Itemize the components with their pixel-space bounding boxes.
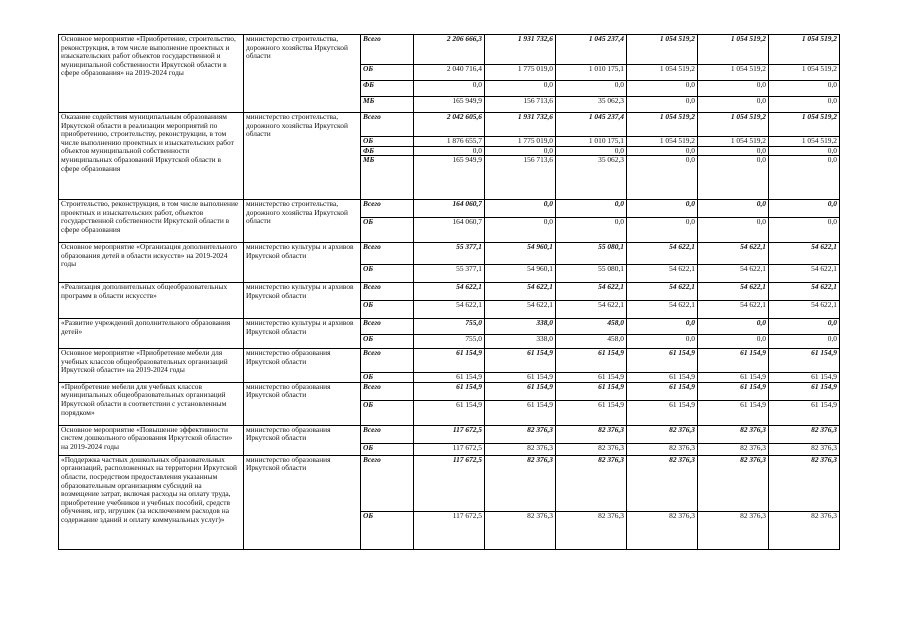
amount-cell: 82 376,3 xyxy=(769,511,840,549)
amount-cell: 458,0 xyxy=(556,335,627,349)
amount-cell: 1 876 655,7 xyxy=(414,137,485,147)
amount-cell: 61 154,9 xyxy=(698,349,769,373)
responsible-executor-cell: министерство культуры и архивов Иркутской области xyxy=(244,283,361,319)
amount-cell: 0,0 xyxy=(414,81,485,97)
amount-cell: 117 672,5 xyxy=(414,443,485,455)
amount-cell: 0,0 xyxy=(769,97,840,113)
amount-cell: 2 042 605,6 xyxy=(414,113,485,137)
funding-source-cell: Всего xyxy=(361,200,414,218)
amount-cell: 54 622,1 xyxy=(556,301,627,319)
amount-cell: 0,0 xyxy=(485,218,556,243)
funding-source-cell: МБ xyxy=(361,156,414,200)
amount-cell: 0,0 xyxy=(698,319,769,335)
amount-cell: 61 154,9 xyxy=(769,382,840,400)
amount-cell: 54 622,1 xyxy=(627,265,698,283)
amount-cell: 0,0 xyxy=(627,335,698,349)
table-row xyxy=(59,349,840,373)
amount-cell: 61 154,9 xyxy=(698,400,769,425)
funding-source-cell: ОБ xyxy=(361,301,414,319)
amount-cell: 1 931 732,6 xyxy=(485,113,556,137)
amount-cell: 61 154,9 xyxy=(556,373,627,383)
table-row xyxy=(59,113,840,137)
amount-cell: 0,0 xyxy=(627,218,698,243)
activity-name-cell: Основное мероприятие «Организация дополнительного образования детей в области искусств» на 2019-2024 годы xyxy=(59,243,244,283)
amount-cell: 61 154,9 xyxy=(556,349,627,373)
amount-cell: 82 376,3 xyxy=(556,425,627,443)
funding-source-cell: ОБ xyxy=(361,265,414,283)
activity-name-cell: «Реализация дополнительных общеобразовательных программ в области искусств» xyxy=(59,283,244,319)
amount-cell: 61 154,9 xyxy=(485,382,556,400)
activity-name-cell: Основное мероприятие «Повышение эффективности систем дошкольного образования Иркутской области» на 2019-2024 годы xyxy=(59,425,244,455)
funding-source-cell: ОБ xyxy=(361,137,414,147)
funding-source-cell: ОБ xyxy=(361,335,414,349)
amount-cell: 61 154,9 xyxy=(485,373,556,383)
responsible-executor-cell: министерство культуры и архивов Иркутской области xyxy=(244,243,361,283)
funding-source-cell: ОБ xyxy=(361,218,414,243)
amount-cell: 0,0 xyxy=(769,319,840,335)
amount-cell: 1 054 519,2 xyxy=(698,113,769,137)
funding-source-cell: Всего xyxy=(361,113,414,137)
amount-cell: 61 154,9 xyxy=(414,400,485,425)
activity-name-cell: Основное мероприятие «Приобретение мебели для учебных классов общеобразовательных организаций Иркутской области» на 2019-2024 годы xyxy=(59,349,244,383)
activity-name-cell: Основное мероприятие «Приобретение, строительство, реконструкция, в том числе выполнение проектных и изыскательских работ объектов государственной и муниципальной собственности Иркутской области в сфере образования» на 2019-2024 годы xyxy=(59,35,244,113)
amount-cell: 55 080,1 xyxy=(556,265,627,283)
amount-cell: 0,0 xyxy=(769,335,840,349)
amount-cell: 1 045 237,4 xyxy=(556,113,627,137)
amount-cell: 54 622,1 xyxy=(627,301,698,319)
amount-cell: 61 154,9 xyxy=(698,373,769,383)
amount-cell: 82 376,3 xyxy=(627,511,698,549)
amount-cell: 61 154,9 xyxy=(485,400,556,425)
amount-cell: 755,0 xyxy=(414,319,485,335)
amount-cell: 61 154,9 xyxy=(414,373,485,383)
amount-cell: 61 154,9 xyxy=(556,382,627,400)
amount-cell: 0,0 xyxy=(556,81,627,97)
funding-source-cell: ОБ xyxy=(361,373,414,383)
amount-cell: 0,0 xyxy=(556,200,627,218)
amount-cell: 0,0 xyxy=(627,156,698,200)
amount-cell: 54 622,1 xyxy=(769,283,840,301)
funding-source-cell: Всего xyxy=(361,455,414,511)
amount-cell: 61 154,9 xyxy=(769,349,840,373)
table-row xyxy=(59,425,840,443)
amount-cell: 0,0 xyxy=(698,97,769,113)
amount-cell: 61 154,9 xyxy=(698,382,769,400)
amount-cell: 1 054 519,2 xyxy=(769,113,840,137)
amount-cell: 165 949,9 xyxy=(414,156,485,200)
funding-source-cell: ФБ xyxy=(361,146,414,156)
amount-cell: 338,0 xyxy=(485,335,556,349)
amount-cell: 0,0 xyxy=(698,146,769,156)
amount-cell: 82 376,3 xyxy=(769,455,840,511)
budget-table xyxy=(58,34,840,550)
amount-cell: 117 672,5 xyxy=(414,511,485,549)
amount-cell: 61 154,9 xyxy=(627,349,698,373)
amount-cell: 165 949,9 xyxy=(414,97,485,113)
responsible-executor-cell: министерство образования Иркутской области xyxy=(244,382,361,425)
amount-cell: 82 376,3 xyxy=(556,511,627,549)
table-row xyxy=(59,319,840,335)
amount-cell: 82 376,3 xyxy=(485,511,556,549)
table-row xyxy=(59,200,840,218)
amount-cell: 0,0 xyxy=(698,335,769,349)
responsible-executor-cell: министерство образования Иркутской области xyxy=(244,455,361,549)
funding-source-cell: Всего xyxy=(361,243,414,265)
amount-cell: 54 622,1 xyxy=(414,301,485,319)
amount-cell: 156 713,6 xyxy=(485,97,556,113)
amount-cell: 0,0 xyxy=(769,146,840,156)
amount-cell: 54 622,1 xyxy=(769,243,840,265)
amount-cell: 54 622,1 xyxy=(414,283,485,301)
amount-cell: 0,0 xyxy=(698,200,769,218)
amount-cell: 82 376,3 xyxy=(698,455,769,511)
responsible-executor-cell: министерство образования Иркутской области xyxy=(244,425,361,455)
activity-name-cell: Оказание содействия муниципальным образованиям Иркутской области в реализации мероприятий по приобретению, строительству, реконструкции, в том числе выполнению проектных и изыскательских работ объектов муниципальной собственности муниципальных образований Иркутской области в сфере образования xyxy=(59,113,244,200)
amount-cell: 61 154,9 xyxy=(414,349,485,373)
amount-cell: 61 154,9 xyxy=(556,400,627,425)
amount-cell: 164 060,7 xyxy=(414,200,485,218)
amount-cell: 82 376,3 xyxy=(556,443,627,455)
amount-cell: 117 672,5 xyxy=(414,455,485,511)
amount-cell: 35 062,3 xyxy=(556,156,627,200)
responsible-executor-cell: министерство образования Иркутской области xyxy=(244,349,361,383)
amount-cell: 1 054 519,2 xyxy=(698,137,769,147)
amount-cell: 0,0 xyxy=(414,146,485,156)
funding-source-cell: Всего xyxy=(361,319,414,335)
amount-cell: 0,0 xyxy=(769,156,840,200)
amount-cell: 1 054 519,2 xyxy=(627,35,698,65)
amount-cell: 0,0 xyxy=(485,81,556,97)
table-row xyxy=(59,283,840,301)
amount-cell: 54 622,1 xyxy=(769,265,840,283)
amount-cell: 1 775 019,0 xyxy=(485,137,556,147)
budget-table-body xyxy=(59,35,840,550)
amount-cell: 82 376,3 xyxy=(627,455,698,511)
amount-cell: 1 054 519,2 xyxy=(627,65,698,81)
table-row xyxy=(59,455,840,511)
amount-cell: 1 010 175,1 xyxy=(556,65,627,81)
amount-cell: 55 377,1 xyxy=(414,265,485,283)
amount-cell: 0,0 xyxy=(627,200,698,218)
amount-cell: 82 376,3 xyxy=(698,511,769,549)
responsible-executor-cell: министерство культуры и архивов Иркутской области xyxy=(244,319,361,349)
funding-source-cell: Всего xyxy=(361,349,414,373)
amount-cell: 82 376,3 xyxy=(485,425,556,443)
funding-source-cell: Всего xyxy=(361,382,414,400)
amount-cell: 0,0 xyxy=(485,200,556,218)
amount-cell: 54 622,1 xyxy=(556,283,627,301)
funding-source-cell: ФБ xyxy=(361,81,414,97)
amount-cell: 338,0 xyxy=(485,319,556,335)
table-row xyxy=(59,243,840,265)
funding-source-cell: Всего xyxy=(361,35,414,65)
amount-cell: 1 054 519,2 xyxy=(769,65,840,81)
amount-cell: 2 040 716,4 xyxy=(414,65,485,81)
amount-cell: 1 054 519,2 xyxy=(769,137,840,147)
amount-cell: 0,0 xyxy=(556,218,627,243)
amount-cell: 0,0 xyxy=(627,319,698,335)
table-row xyxy=(59,382,840,400)
amount-cell: 82 376,3 xyxy=(485,455,556,511)
amount-cell: 54 960,1 xyxy=(485,265,556,283)
amount-cell: 61 154,9 xyxy=(485,349,556,373)
amount-cell: 0,0 xyxy=(485,146,556,156)
amount-cell: 54 622,1 xyxy=(698,265,769,283)
amount-cell: 61 154,9 xyxy=(769,400,840,425)
amount-cell: 1 054 519,2 xyxy=(698,35,769,65)
amount-cell: 0,0 xyxy=(769,81,840,97)
amount-cell: 82 376,3 xyxy=(769,425,840,443)
amount-cell: 458,0 xyxy=(556,319,627,335)
amount-cell: 55 080,1 xyxy=(556,243,627,265)
funding-source-cell: ОБ xyxy=(361,65,414,81)
amount-cell: 54 622,1 xyxy=(627,243,698,265)
amount-cell: 1 775 019,0 xyxy=(485,65,556,81)
amount-cell: 1 010 175,1 xyxy=(556,137,627,147)
amount-cell: 82 376,3 xyxy=(698,443,769,455)
amount-cell: 0,0 xyxy=(698,156,769,200)
amount-cell: 55 377,1 xyxy=(414,243,485,265)
responsible-executor-cell: министерство строительства, дорожного хозяйства Иркутской области xyxy=(244,35,361,113)
amount-cell: 61 154,9 xyxy=(627,400,698,425)
amount-cell: 1 054 519,2 xyxy=(769,35,840,65)
amount-cell: 61 154,9 xyxy=(769,373,840,383)
funding-source-cell: ОБ xyxy=(361,400,414,425)
amount-cell: 156 713,6 xyxy=(485,156,556,200)
amount-cell: 1 054 519,2 xyxy=(698,65,769,81)
responsible-executor-cell: министерство строительства, дорожного хозяйства Иркутской области xyxy=(244,200,361,243)
amount-cell: 1 931 732,6 xyxy=(485,35,556,65)
activity-name-cell: «Развитие учреждений дополнительного образования детей» xyxy=(59,319,244,349)
amount-cell: 0,0 xyxy=(769,218,840,243)
amount-cell: 61 154,9 xyxy=(414,382,485,400)
amount-cell: 82 376,3 xyxy=(556,455,627,511)
amount-cell: 0,0 xyxy=(698,81,769,97)
amount-cell: 0,0 xyxy=(627,97,698,113)
amount-cell: 82 376,3 xyxy=(769,443,840,455)
funding-source-cell: Всего xyxy=(361,425,414,443)
amount-cell: 0,0 xyxy=(769,200,840,218)
amount-cell: 1 045 237,4 xyxy=(556,35,627,65)
amount-cell: 54 960,1 xyxy=(485,243,556,265)
amount-cell: 82 376,3 xyxy=(627,425,698,443)
amount-cell: 61 154,9 xyxy=(627,373,698,383)
amount-cell: 2 206 666,3 xyxy=(414,35,485,65)
funding-source-cell: ОБ xyxy=(361,443,414,455)
table-row xyxy=(59,35,840,65)
activity-name-cell: «Приобретение мебели для учебных классов муниципальных общеобразовательных организаций Иркутской области в соответствии с установленным порядком» xyxy=(59,382,244,425)
amount-cell: 1 054 519,2 xyxy=(627,113,698,137)
amount-cell: 0,0 xyxy=(627,146,698,156)
activity-name-cell: Строительство, реконструкция, в том числе выполнение проектных и изыскательских работ, объектов государственной собственности Иркутской области в сфере образования xyxy=(59,200,244,243)
amount-cell: 0,0 xyxy=(627,81,698,97)
amount-cell: 61 154,9 xyxy=(627,382,698,400)
funding-source-cell: МБ xyxy=(361,97,414,113)
amount-cell: 82 376,3 xyxy=(698,425,769,443)
amount-cell: 755,0 xyxy=(414,335,485,349)
amount-cell: 82 376,3 xyxy=(485,443,556,455)
amount-cell: 82 376,3 xyxy=(627,443,698,455)
amount-cell: 54 622,1 xyxy=(698,243,769,265)
amount-cell: 164 060,7 xyxy=(414,218,485,243)
amount-cell: 54 622,1 xyxy=(698,283,769,301)
amount-cell: 0,0 xyxy=(556,146,627,156)
funding-source-cell: ОБ xyxy=(361,511,414,549)
amount-cell: 0,0 xyxy=(698,218,769,243)
amount-cell: 54 622,1 xyxy=(698,301,769,319)
amount-cell: 54 622,1 xyxy=(485,301,556,319)
activity-name-cell: «Поддержка частных дошкольных образовательных организаций, расположенных на территории Иркутской области, посредством предоставления указанным образовательным организациям субсидий на возмещение затрат, включая расходы на оплату труда, приобретение учебников и учебных пособий, средств обучения, игр, игрушек (за исключением расходов на содержание зданий и оплату коммунальных услуг)» xyxy=(59,455,244,549)
amount-cell: 117 672,5 xyxy=(414,425,485,443)
responsible-executor-cell: министерство строительства, дорожного хозяйства Иркутской области xyxy=(244,113,361,200)
amount-cell: 35 062,3 xyxy=(556,97,627,113)
amount-cell: 1 054 519,2 xyxy=(627,137,698,147)
amount-cell: 54 622,1 xyxy=(627,283,698,301)
funding-source-cell: Всего xyxy=(361,283,414,301)
amount-cell: 54 622,1 xyxy=(485,283,556,301)
amount-cell: 54 622,1 xyxy=(769,301,840,319)
